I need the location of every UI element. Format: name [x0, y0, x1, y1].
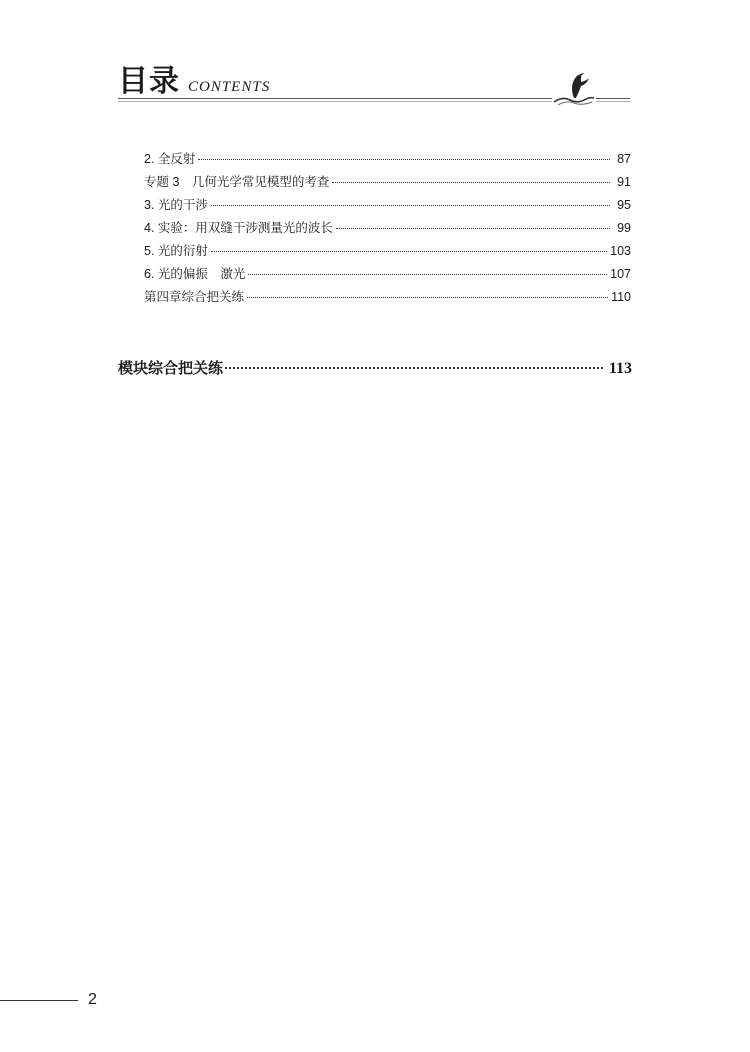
toc-item-page: 99: [617, 221, 631, 235]
dot-leader: [332, 182, 610, 183]
dot-leader: [198, 159, 610, 160]
fish-wave-logo-icon: [552, 70, 596, 106]
toc-module-entry[interactable]: [118, 357, 632, 381]
dot-leader: [248, 274, 607, 275]
dot-leader: [225, 367, 603, 369]
toc-item[interactable]: [144, 194, 631, 217]
toc-item-label: 第四章综合把关练: [144, 290, 245, 304]
toc-item[interactable]: [144, 263, 631, 286]
dot-leader: [247, 297, 608, 298]
footer-rule: [0, 1000, 78, 1001]
toc-item[interactable]: [144, 148, 631, 171]
toc-item-page: 110: [611, 290, 631, 304]
toc-item-label: 2. 全反射: [144, 152, 196, 166]
page-number: 2: [88, 991, 97, 1008]
module-label: 模块综合把关练: [118, 360, 224, 377]
toc-item[interactable]: [144, 171, 631, 194]
toc-item[interactable]: [144, 286, 631, 309]
page-header: [118, 62, 630, 107]
toc-item-label: 5. 光的衍射: [144, 244, 208, 258]
page-title: 目录: [118, 65, 180, 98]
toc-list: [144, 148, 631, 309]
toc-item-label: 4. 实验：用双缝干涉测量光的波长: [144, 221, 333, 235]
dot-leader: [211, 251, 607, 252]
page-title-en: CONTENTS: [188, 79, 271, 95]
dot-leader: [211, 205, 610, 206]
dot-leader: [336, 228, 610, 229]
toc-item-label: 专题 3 几何光学常见模型的考查: [144, 175, 330, 189]
module-page: 113: [608, 360, 632, 377]
toc-item-page: 95: [617, 198, 631, 212]
toc-item-page: 103: [610, 244, 631, 258]
toc-item-label: 6. 光的偏振 激光: [144, 267, 246, 281]
toc-item-label: 3. 光的干涉: [144, 198, 208, 212]
toc-item-page: 91: [617, 175, 631, 189]
toc-item[interactable]: [144, 217, 631, 240]
toc-item[interactable]: [144, 240, 631, 263]
toc-item-page: 107: [610, 267, 631, 281]
toc-item-page: 87: [617, 152, 631, 166]
